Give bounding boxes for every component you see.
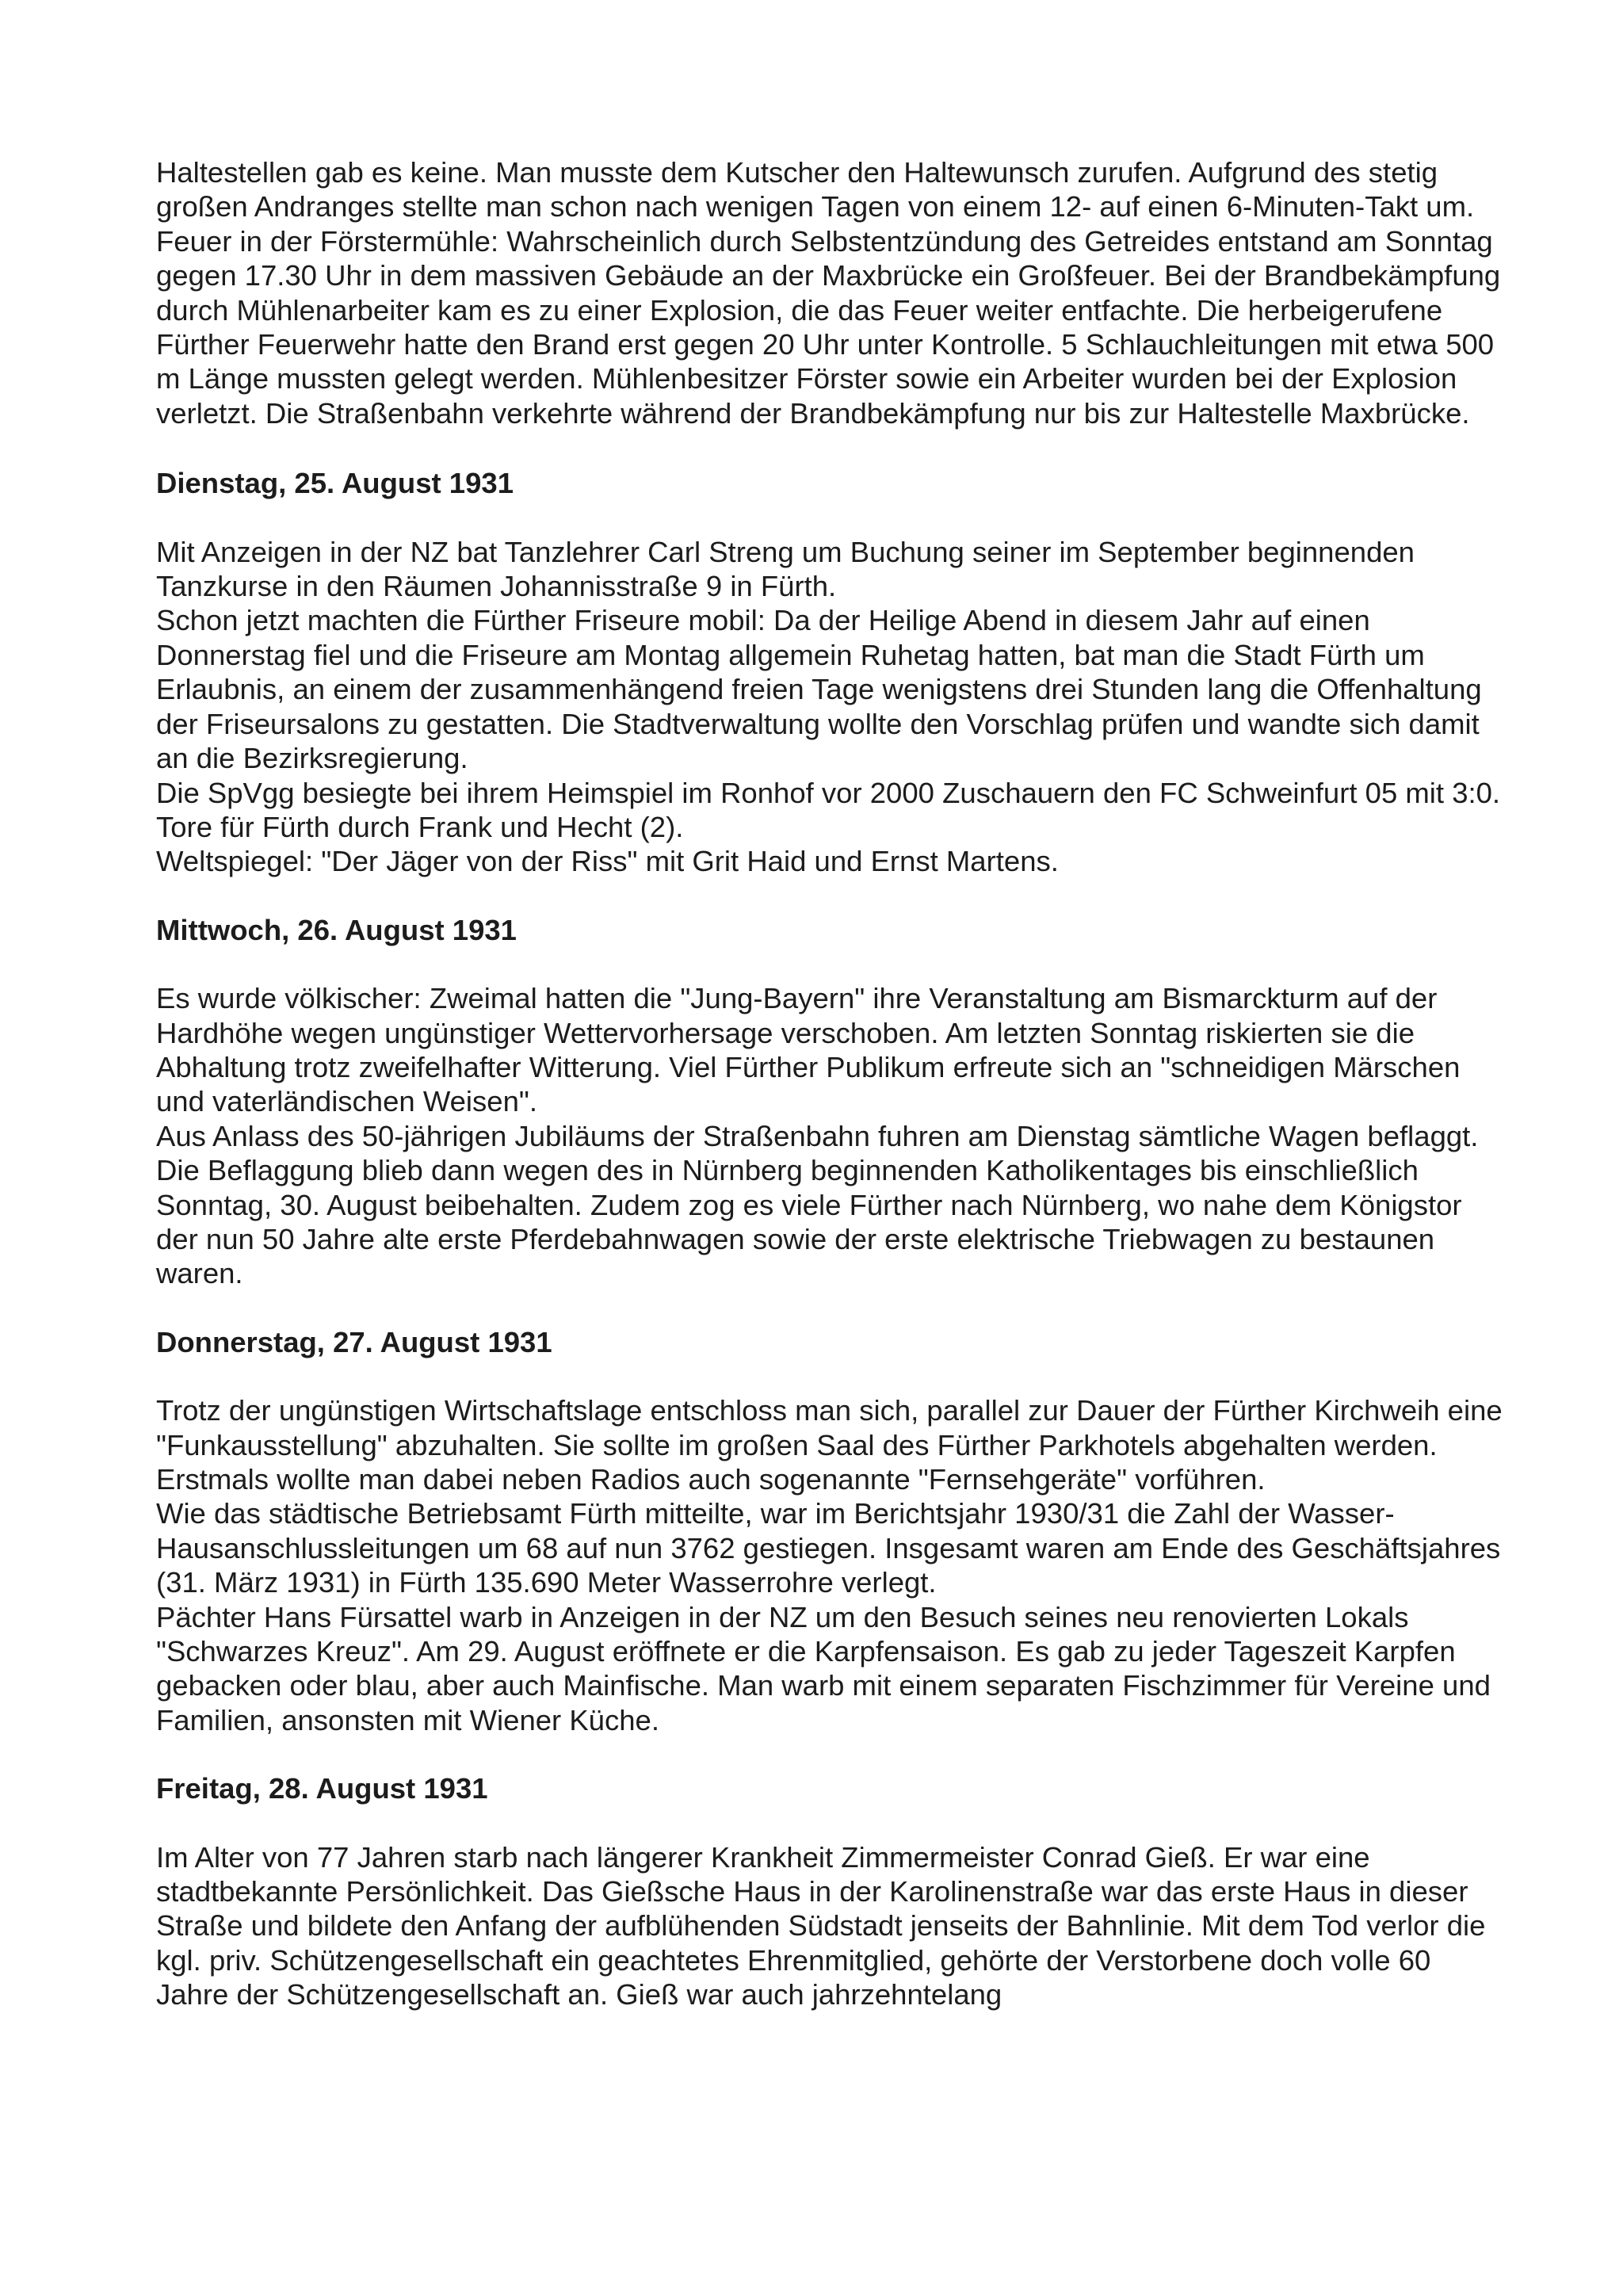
section-paragraph: Schon jetzt machten die Fürther Friseure mobil: Da der Heilige Abend in diesem Jahr auf einen Donnerstag fiel und die Friseure am Montag allgemein Ruhetag hatten, bat man die Stadt Fürth um Erlaubnis, an einem der zusammenhängend freien Tage wenigstens drei Stunden lang die Offenhaltung der Friseursalons zu gestatten. Die Stadtverwaltung wollte den Vorschlag prüfen und wandte sich damit an die Bezirksregierung. <box>156 604 1482 775</box>
section-paragraph: Trotz der ungünstigen Wirtschaftslage entschloss man sich, parallel zur Dauer der Fürther Kirchweih eine "Funkausstellung" abzuhalten. Sie sollte im großen Saal des Fürther Parkhotels abgehalten werden. Erstmals wollte man dabei neben Radios auch sogenannte "Fernsehgeräte" vorführen. <box>156 1394 1503 1496</box>
section-heading-mittwoch: Mittwoch, 26. August 1931 <box>156 913 517 946</box>
document-page <box>156 155 1503 2012</box>
intro-block <box>156 155 1503 430</box>
section-paragraph: Es wurde völkischer: Zweimal hatten die "Jung-Bayern" ihre Veranstaltung am Bismarckturm auf der Hardhöhe wegen ungünstiger Wettervorhersage verschoben. Am letzten Sonntag riskierten sie die Abhaltung trotz zweifelhafter Witterung. Viel Fürther Publikum erfreute sich an "schneidigen Märschen und vaterländischen Weisen". <box>156 982 1461 1118</box>
section-heading-freitag: Freitag, 28. August 1931 <box>156 1772 488 1805</box>
section-paragraph: Weltspiegel: "Der Jäger von der Riss" mit Grit Haid und Ernst Martens. <box>156 845 1059 878</box>
section-paragraph: Die SpVgg besiegte bei ihrem Heimspiel im Ronhof vor 2000 Zuschauern den FC Schweinfurt 05 mit 3:0. Tore für Fürth durch Frank und Hecht (2). <box>156 776 1501 843</box>
section-heading-donnerstag: Donnerstag, 27. August 1931 <box>156 1325 552 1358</box>
section-body-mittwoch <box>156 981 1503 1291</box>
section-paragraph: Wie das städtische Betriebsamt Fürth mitteilte, war im Berichtsjahr 1930/31 die Zahl der Wasser-Hausanschlussleitungen um 68 auf nun 3762 gestiegen. Insgesamt waren am Ende des Geschäftsjahres (31. März 1931) in Fürth 135.690 Meter Wasserrohre verlegt. <box>156 1497 1501 1599</box>
section-body-dienstag <box>156 535 1503 879</box>
section-heading-dienstag: Dienstag, 25. August 1931 <box>156 467 514 500</box>
section-paragraph: Im Alter von 77 Jahren starb nach längerer Krankheit Zimmermeister Conrad Gieß. Er war eine stadtbekannte Persönlichkeit. Das Gießsche Haus in der Karolinenstraße war das erste Haus in dieser Straße und bildete den Anfang der aufblühenden Südstadt jenseits der Bahnlinie. Mit dem Tod verlor die kgl. priv. Schützengesellschaft ein geachtetes Ehrenmitglied, gehörte der Verstorbene doch volle 60 Jahre der Schützengesellschaft an. Gieß war auch jahrzehntelang <box>156 1840 1486 2011</box>
section-paragraph: Mit Anzeigen in der NZ bat Tanzlehrer Carl Streng um Buchung seiner im September beginnenden Tanzkurse in den Räumen Johannisstraße 9 in Fürth. <box>156 535 1415 603</box>
section-body-donnerstag <box>156 1393 1503 1737</box>
intro-paragraph: Feuer in der Förstermühle: Wahrscheinlich durch Selbstentzündung des Getreides entstand am Sonntag gegen 17.30 Uhr in dem massiven Gebäude an der Maxbrücke ein Großfeuer. Bei der Brandbekämpfung durch Mühlenarbeiter kam es zu einer Explosion, die das Feuer weiter entfachte. Die herbeigerufene Fürther Feuerwehr hatte den Brand erst gegen 20 Uhr unter Kontrolle. 5 Schlauchleitungen mit etwa 500 m Länge mussten gelegt werden. Mühlenbesitzer Förster sowie ein Arbeiter wurden bei der Explosion verletzt. Die Straßenbahn verkehrte während der Brandbekämpfung nur bis zur Haltestelle Maxbrücke. <box>156 224 1501 430</box>
section-paragraph: Aus Anlass des 50-jährigen Jubiläums der Straßenbahn fuhren am Dienstag sämtliche Wagen beflaggt. Die Beflaggung blieb dann wegen des in Nürnberg beginnenden Katholikentages bis einschließlich Sonntag, 30. August beibehalten. Zudem zog es viele Fürther nach Nürnberg, wo nahe dem Königstor der nun 50 Jahre alte erste Pferdebahnwagen sowie der erste elektrische Triebwagen zu bestaunen waren. <box>156 1119 1479 1290</box>
intro-paragraph: Haltestellen gab es keine. Man musste dem Kutscher den Haltewunsch zurufen. Aufgrund des stetig großen Andranges stellte man schon nach wenigen Tagen von einem 12- auf einen 6-Minuten-Takt um. <box>156 156 1475 223</box>
section-body-freitag <box>156 1840 1503 2012</box>
section-paragraph: Pächter Hans Fürsattel warb in Anzeigen in der NZ um den Besuch seines neu renovierten Lokals "Schwarzes Kreuz". Am 29. August eröffnete er die Karpfensaison. Es gab zu jeder Tageszeit Karpfen gebacken oder blau, aber auch Mainfische. Man warb mit einem separaten Fischzimmer für Vereine und Familien, ansonsten mit Wiener Küche. <box>156 1600 1491 1736</box>
